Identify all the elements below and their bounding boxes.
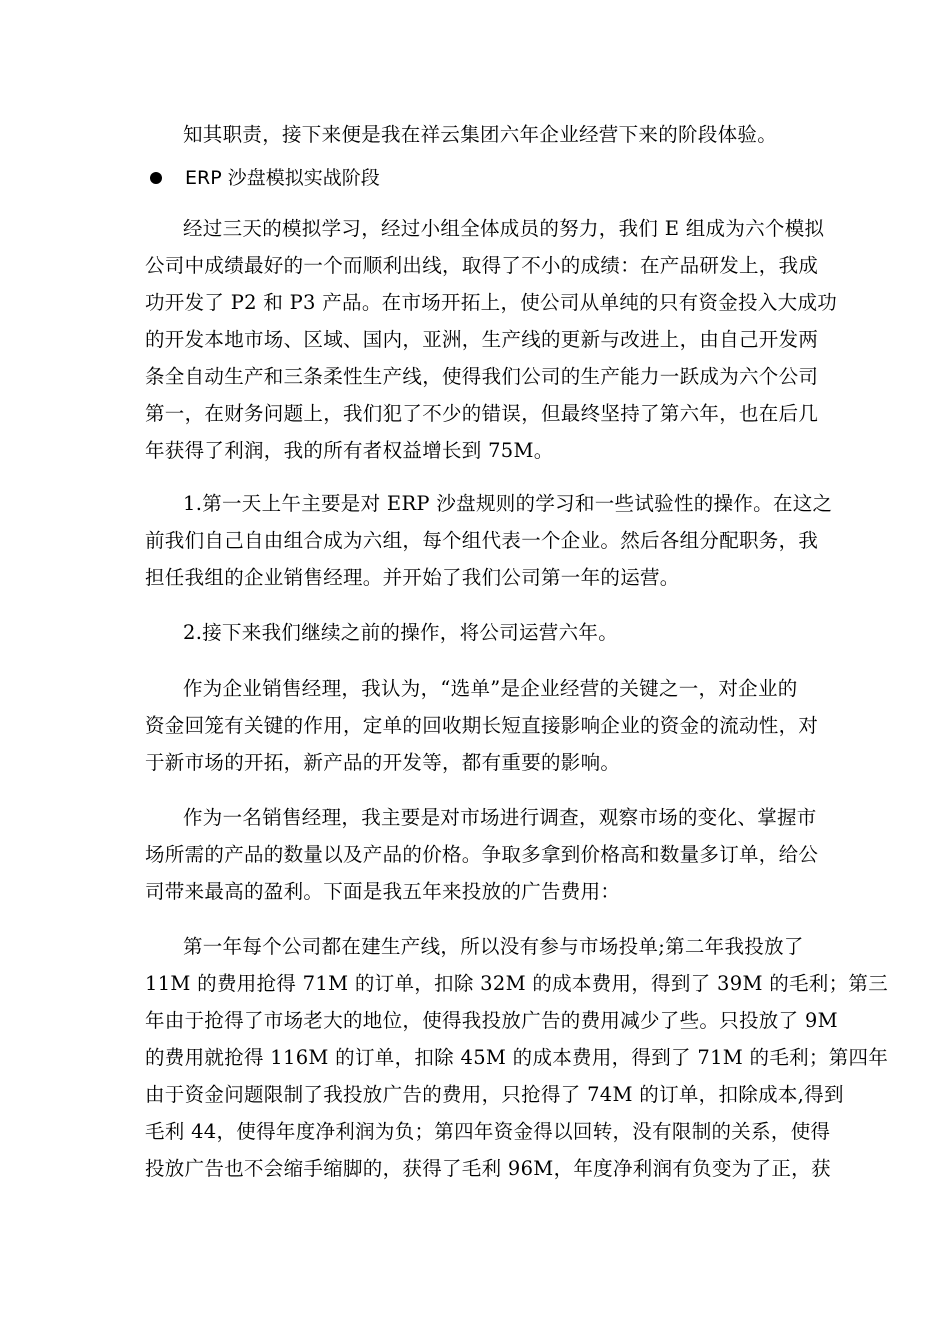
- bullet-icon: [150, 172, 162, 184]
- paragraph-line: 经过三天的模拟学习，经过小组全体成员的努力，我们 E 组成为六个模拟: [183, 217, 825, 240]
- paragraph-line: 2.接下来我们继续之前的操作，将公司运营六年。: [183, 621, 619, 644]
- paragraph-line: 担任我组的企业销售经理。并开始了我们公司第一年的运营。: [145, 566, 680, 589]
- paragraph-line: 第一，在财务问题上，我们犯了不少的错误，但最终坚持了第六年，也在后几: [145, 402, 819, 425]
- paragraph-line: 1.第一天上午主要是对 ERP 沙盘规则的学习和一些试验性的操作。在这之: [183, 492, 833, 515]
- paragraph-line: 的费用就抢得 116M 的订单，扣除 45M 的成本费用，得到了 71M 的毛利；第四年: [145, 1046, 889, 1069]
- paragraph-line: 司带来最高的盈利。下面是我五年来投放的广告费用：: [145, 880, 621, 903]
- paragraph-line: 年获得了利润，我的所有者权益增长到 75M。: [145, 439, 554, 462]
- paragraph-line: 毛利 44，使得年度净利润为负；第四年资金得以回转，没有限制的关系，使得: [145, 1120, 831, 1143]
- paragraph-line: 的开发本地市场、区域、国内，亚洲，生产线的更新与改进上，由自己开发两: [145, 328, 819, 351]
- paragraph-line: 作为企业销售经理，我认为，“选单”是企业经营的关键之一，对企业的: [183, 677, 798, 700]
- paragraph-line: 功开发了 P2 和 P3 产品。在市场开拓上，使公司从单纯的只有资金投入大成功: [145, 291, 838, 314]
- paragraph-line: 资金回笼有关键的作用，定单的回收期长短直接影响企业的资金的流动性，对: [145, 714, 819, 737]
- paragraph-line: 11M 的费用抢得 71M 的订单，扣除 32M 的成本费用，得到了 39M 的毛利；第三: [145, 972, 889, 995]
- paragraph-line: 投放广告也不会缩手缩脚的，获得了毛利 96M，年度净利润有负变为了正，获: [145, 1157, 831, 1180]
- paragraph-line: 于新市场的开拓，新产品的开发等，都有重要的影响。: [145, 751, 621, 774]
- paragraph-line: 条全自动生产和三条柔性生产线，使得我们公司的生产能力一跃成为六个公司: [145, 365, 819, 388]
- paragraph-line: 前我们自己自由组合成为六组，每个组代表一个企业。然后各组分配职务，我: [145, 529, 819, 552]
- paragraph-line: 场所需的产品的数量以及产品的价格。争取多拿到价格高和数量多订单，给公: [145, 843, 819, 866]
- paragraph-line: 年由于抢得了市场老大的地位，使得我投放广告的费用减少了些。只投放了 9M: [145, 1009, 838, 1032]
- paragraph-line: 作为一名销售经理，我主要是对市场进行调查，观察市场的变化、掌握市: [183, 806, 817, 829]
- paragraph-line: 由于资金问题限制了我投放广告的费用，只抢得了 74M 的订单，扣除成本,得到: [145, 1083, 844, 1106]
- intro-line: 知其职责，接下来便是我在祥云集团六年企业经营下来的阶段体验。: [183, 123, 778, 146]
- paragraph-line: 公司中成绩最好的一个而顺利出线，取得了不小的成绩：在产品研发上，我成: [145, 254, 819, 277]
- paragraph-line: 第一年每个公司都在建生产线，所以没有参与市场投单;第二年我投放了: [183, 935, 804, 958]
- section-heading: ERP 沙盘模拟实战阶段: [185, 167, 380, 189]
